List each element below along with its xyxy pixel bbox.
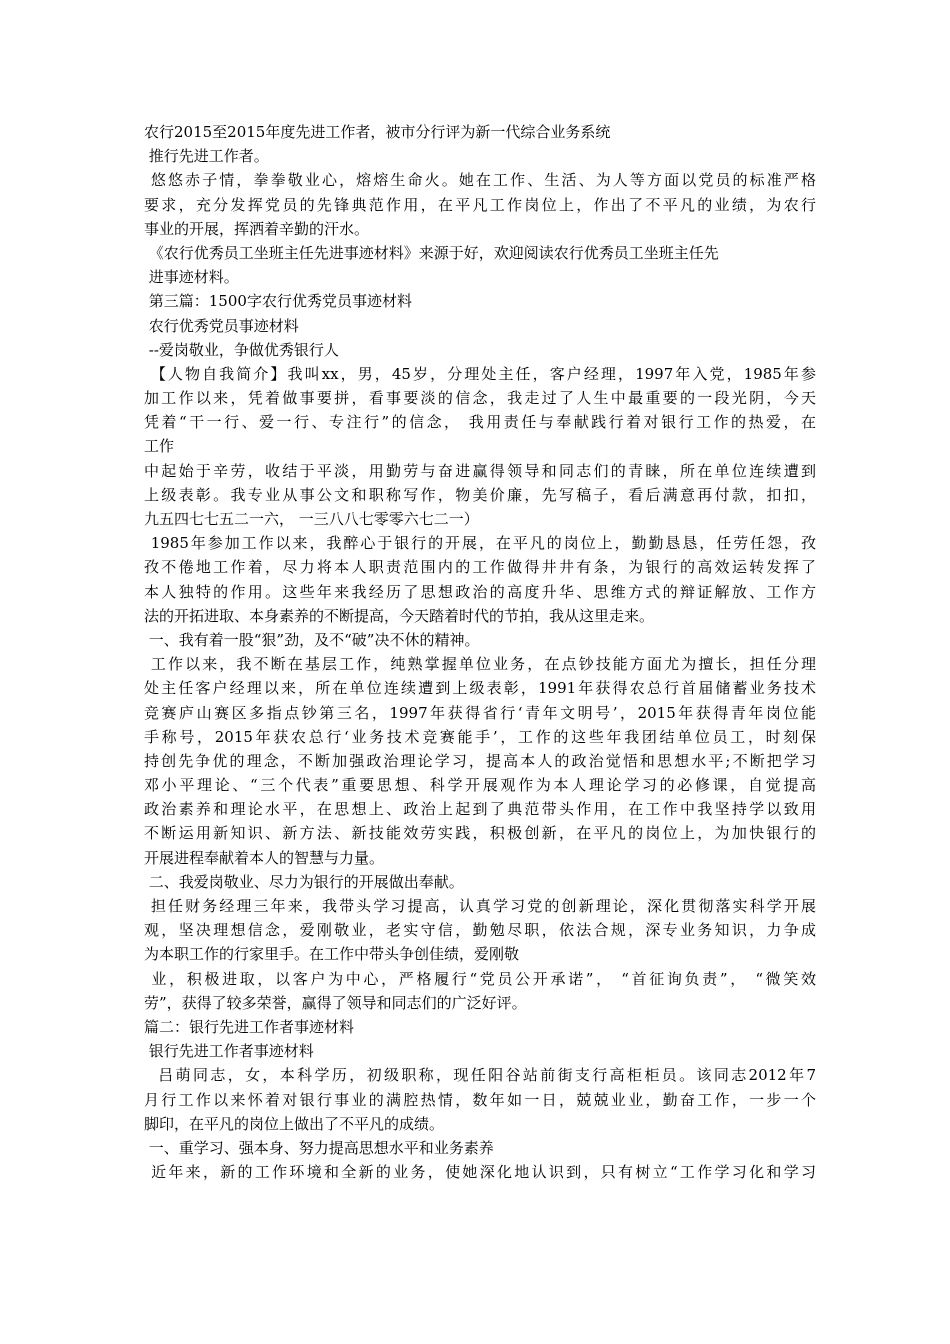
text-line: 观，坚决理想信念，爱刚敬业，老实守信，勤勉尽职，依法合规，深专业务知识，力争成 bbox=[144, 921, 816, 940]
text-line: 加工作以来，凭着做事要拼，看事要淡的信念，我走过了人生中最重要的一段光阴，今天 bbox=[144, 389, 816, 408]
section-title: 银行先进工作者事迹材料 bbox=[144, 1042, 314, 1061]
text-line: 邓小平理论、“三个代表”重要思想、科学开展观作为本人理论学习的必修课，自觉提高 bbox=[144, 776, 816, 795]
text-line: 《农行优秀员工坐班主任先进事迹材料》来源于好，欢迎阅读农行优秀员工坐班主任先 bbox=[144, 243, 719, 262]
text-line: 开展进程奉献着本人的智慧与力量。 bbox=[144, 848, 385, 867]
text-line: 劳”，获得了较多荣誉，赢得了领导和同志们的广泛好评。 bbox=[144, 993, 527, 1012]
section-title: 农行优秀党员事迹材料 bbox=[144, 316, 299, 335]
text-line: 工作 bbox=[144, 437, 175, 456]
text-line: 吕萌同志，女，本科学历，初级职称，现任阳谷站前街支行高柜柜员。该同志2012年7 bbox=[144, 1066, 816, 1085]
text-line: 中起始于辛劳，收结于平淡，用勤劳与奋进赢得领导和同志们的青睐，所在单位连续遭到 bbox=[144, 461, 816, 480]
section-heading: 第三篇：1500字农行优秀党员事迹材料 bbox=[144, 292, 412, 311]
text-line: 为本职工作的行家里手。在工作中带头争创佳绩，爱刚敬 bbox=[144, 945, 520, 964]
text-line: 法的开拓进取、本身素养的不断提高，今天踏着时代的节拍，我从这里走来。 bbox=[144, 606, 655, 625]
text-line: 月行工作以来怀着对银行事业的满腔热情，数年如一日，兢兢业业，勤奋工作，一步一个 bbox=[144, 1090, 816, 1109]
text-line: 业，积极进取，以客户为中心，严格履行“党员公开承诺”， “首征询负责”， “微笑效 bbox=[144, 969, 816, 988]
text-line: 要求，充分发挥党员的先锋典范作用，在平凡工作岗位上，作出了不平凡的业绩，为农行 bbox=[144, 195, 816, 214]
text-line: 进事迹材料。 bbox=[144, 268, 239, 287]
text-line: 九五四七七五二一六， 一三八八七零零六七二一） bbox=[144, 510, 479, 528]
text-line: 手称号，2015年获农总行‘业务技术竞赛能手’，工作的这些年我团结单位员工，时刻保 bbox=[144, 727, 816, 746]
text-line: 政治素养和理论水平，在思想上、政治上起到了典范带头作用，在工作中我坚持学以致用 bbox=[144, 800, 816, 819]
text-line: 农行2015至2015年度先进工作者，被市分行评为新一代综合业务系统 bbox=[144, 123, 611, 141]
text-line: 近年来，新的工作环境和全新的业务，使她深化地认识到，只有树立“工作学习化和学习 bbox=[144, 1163, 816, 1182]
text-line: 1985年参加工作以来，我醉心于银行的开展，在平凡的岗位上，勤勤恳恳，任劳任怨，孜 bbox=[144, 534, 816, 553]
text-line: 脚印，在平凡的岗位上做出了不平凡的成绩。 bbox=[144, 1114, 445, 1133]
text-line: 悠悠赤子情，拳拳敬业心，熔熔生命火。她在工作、生活、为人等方面以党员的标准严格 bbox=[144, 171, 816, 190]
text-line: 孜不倦地工作着，尽力将本人职责范围内的工作做得井井有条，为银行的高效运转发挥了 bbox=[144, 558, 816, 577]
text-line: 持创先争优的理念，不断加强政治理论学习，提高本人的政治觉悟和思想水平;不断把学习 bbox=[144, 751, 816, 770]
text-line: 【人物自我简介】我叫xx，男，45岁，分理处主任，客户经理，1997年入党，1985年参 bbox=[144, 364, 816, 383]
text-line: 本人独特的作用。这些年来我经历了思想政治的高度升华、思维方式的辩证解放、工作方 bbox=[144, 582, 816, 601]
text-line: 凭着“干一行、爱一行、专注行”的信念， 我用责任与奉献践行着对银行工作的热爱，在 bbox=[144, 413, 816, 432]
text-line: 担任财务经理三年来，我带头学习提高，认真学习党的创新理论，深化贯彻落实科学开展 bbox=[144, 897, 816, 915]
section-heading: 一、重学习、强本身、努力提高思想水平和业务素养 bbox=[144, 1138, 494, 1157]
text-line: 工作以来，我不断在基层工作，纯熟掌握单位业务，在点钞技能方面尤为擅长，担任分理 bbox=[144, 655, 816, 674]
text-line: 推行先进工作者。 bbox=[144, 147, 269, 166]
text-line: 不断运用新知识、新方法、新技能效劳实践，积极创新，在平凡的岗位上，为加快银行的 bbox=[144, 824, 816, 843]
document-body bbox=[144, 120, 816, 1184]
section-heading: 一、我有着一股“狠”劲，及不“破”决不休的精神。 bbox=[144, 630, 480, 649]
text-line: 竞赛庐山赛区多指点钞第三名，1997年获得省行‘青年文明号’，2015年获得青年岗位能 bbox=[144, 703, 816, 722]
text-line: 事业的开展，挥洒着辛勤的汗水。 bbox=[144, 219, 370, 238]
section-heading: 篇二：银行先进工作者事迹材料 bbox=[144, 1017, 355, 1036]
section-heading: 二、我爱岗敬业、尽力为银行的开展做出奉献。 bbox=[144, 872, 464, 891]
section-subtitle: --爱岗敬业，争做优秀银行人 bbox=[144, 340, 339, 359]
text-line: 上级表彰。我专业从事公文和职称写作，物美价廉，先写稿子，看后满意再付款，扣扣， bbox=[144, 485, 816, 504]
text-line: 处主任客户经理以来，所在单位连续遭到上级表彰，1991年获得农总行首届储蓄业务技术 bbox=[144, 679, 816, 698]
